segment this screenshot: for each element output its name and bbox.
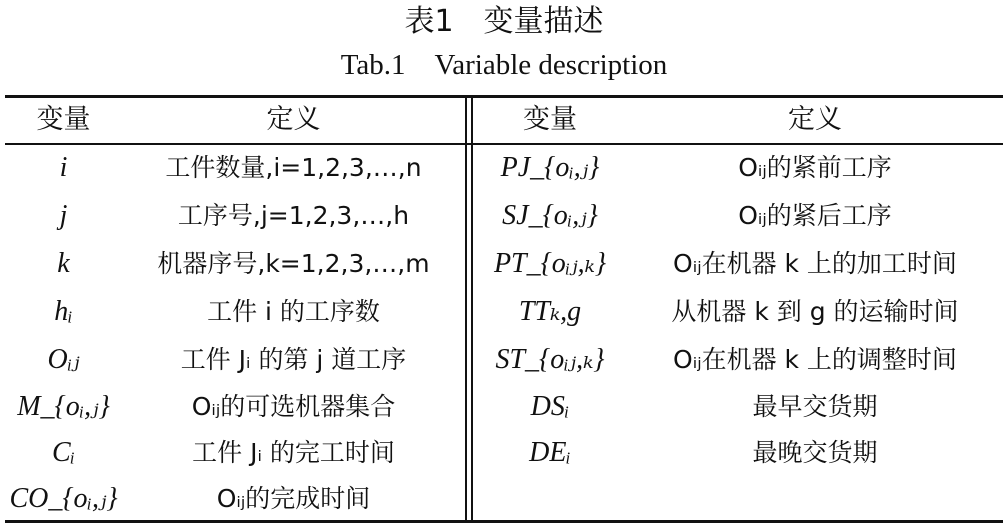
right-variable-cell: ST_{oᵢⱼ,ₖ} xyxy=(495,344,605,375)
right-variable-cell: TTₖ,g xyxy=(518,296,582,327)
table-double-divider-left xyxy=(465,95,467,523)
right-definition-cell: 最晚交货期 xyxy=(752,438,878,467)
right-definition-cell: Oᵢⱼ的紧前工序 xyxy=(738,153,892,182)
left-definition-cell: Oᵢⱼ的可选机器集合 xyxy=(191,392,396,421)
left-definition-cell: 工件 i 的工序数 xyxy=(207,297,380,326)
header-variable-right: 变量 xyxy=(523,104,577,135)
left-definition-cell: 机器序号,k=1,2,3,…,m xyxy=(157,249,430,278)
left-variable-cell: M_{oᵢ,ⱼ} xyxy=(17,391,110,422)
left-definition-cell: 工序号,j=1,2,3,…,h xyxy=(177,201,410,230)
left-variable-cell: hᵢ xyxy=(54,296,73,327)
right-definition-cell: 最早交货期 xyxy=(752,392,878,421)
left-variable-cell: j xyxy=(59,200,68,231)
right-definition-cell: 从机器 k 到 g 的运输时间 xyxy=(671,297,959,326)
right-variable-cell: DEᵢ xyxy=(529,437,571,468)
left-variable-cell: Cᵢ xyxy=(51,437,76,468)
table-caption-chinese: 表1 变量描述 xyxy=(404,4,604,39)
header-definition-left: 定义 xyxy=(266,104,321,135)
right-variable-cell: PT_{oᵢⱼ,ₖ} xyxy=(493,248,607,279)
right-definition-cell: Oᵢⱼ的紧后工序 xyxy=(738,201,892,230)
left-variable-cell: k xyxy=(57,248,70,279)
left-definition-cell: 工件 Jᵢ 的第 j 道工序 xyxy=(180,345,407,374)
left-variable-cell: CO_{oᵢ,ⱼ} xyxy=(9,483,118,514)
left-definition-cell: Oᵢⱼ的完成时间 xyxy=(216,484,371,513)
left-definition-cell: 工件数量,i=1,2,3,…,n xyxy=(165,153,422,182)
left-variable-cell: i xyxy=(59,152,68,183)
right-definition-cell: Oᵢⱼ在机器 k 上的调整时间 xyxy=(673,345,957,374)
header-variable-left: 变量 xyxy=(36,104,91,135)
right-variable-cell: DSᵢ xyxy=(530,391,570,422)
right-variable-cell: PJ_{oᵢ,ⱼ} xyxy=(500,152,600,183)
right-variable-cell: SJ_{oᵢ,ⱼ} xyxy=(502,200,598,231)
left-variable-cell: Oᵢⱼ xyxy=(47,344,80,375)
left-definition-cell: 工件 Jᵢ 的完工时间 xyxy=(192,438,395,467)
table-caption-english: Tab.1 Variable description xyxy=(340,49,668,81)
right-definition-cell: Oᵢⱼ在机器 k 上的加工时间 xyxy=(673,249,957,278)
header-definition-right: 定义 xyxy=(788,104,842,135)
